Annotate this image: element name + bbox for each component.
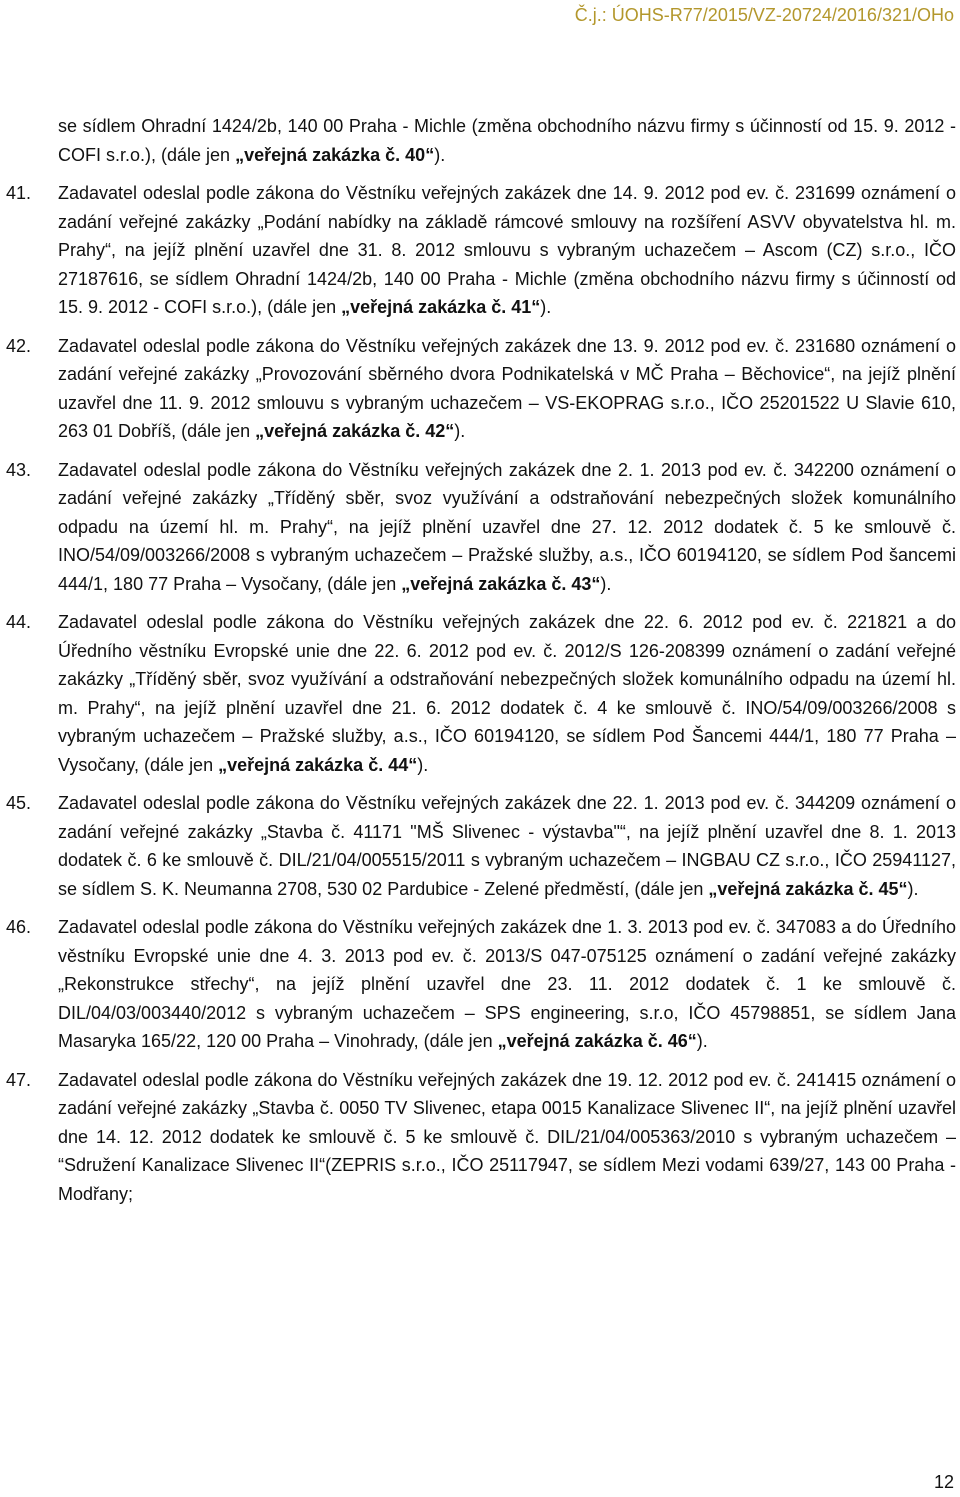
paragraph-bold-reference: „veřejná zakázka č. 46“ [497,1031,697,1051]
paragraph-number: 41. [6,183,32,203]
paragraph-text: Zadavatel odeslal podle zákona do Věstníku veřejných zakázek dne 1. 3. 2013 pod ev. č. 347083 a do Úředního věstníku Evropské unie dne 4. 3. 2013 pod ev. č. 2013/S 047-075125 oznámení o zadání veřejné zakázky „Rekonstrukce střechy“, na jejíž plnění uzavřel dne 23. 11. 2012 dodatek č. 1 ke smlouvě č. DIL/04/03/003440/2012 s vybraným uchazečem – SPS engineering, s.r.o, IČO 45798851, se sídlem Jana Masaryka 165/22, 120 00 Praha – Vinohrady, (dále jen [58,917,956,1051]
paragraph-bold-reference: „veřejná zakázka č. 40“ [235,144,435,165]
numbered-paragraph-45 [6,789,956,903]
paragraph-bold-reference: „veřejná zakázka č. 45“ [708,878,908,899]
paragraph-tail: ). [417,754,429,775]
paragraph-bold-reference: „veřejná zakázka č. 42“ [255,421,455,441]
document-body [6,112,956,1218]
numbered-paragraph-44 [6,608,956,779]
numbered-paragraph-41 [6,179,956,322]
paragraph-tail: ). [600,573,612,594]
numbered-paragraph-43 [6,456,956,599]
paragraph-text: Zadavatel odeslal podle zákona do Věstníku veřejných zakázek dne 19. 12. 2012 pod ev. č. 241415 oznámení o zadání veřejné zakázky „Stavba č. 0050 TV Slivenec, etapa 0015 Kanalizace Slivenec II“, na jejíž plnění uzavřel dne 14. 12. 2012 dodatek ke smlouvě č. 5 ke smlouvě č. DIL/21/04/005363/2010 s vybraným uchazečem – “Sdružení Kanalizace Slivenec II“(ZEPRIS s.r.o., IČO 25117947, se sídlem Mezi vodami 639/27, 143 00 Praha - Modřany; [58,1069,956,1204]
paragraph-body [58,332,956,446]
paragraph-body [58,1066,956,1209]
paragraph-body [58,456,956,599]
paragraph-tail: ). [540,297,552,317]
paragraph-tail: ). [907,878,919,899]
page-number: 12 [933,1472,954,1492]
paragraph-body [58,608,956,779]
paragraph-number: 42. [6,335,32,356]
paragraph-number: 45. [6,793,32,813]
paragraph-text: Zadavatel odeslal podle zákona do Věstníku veřejných zakázek dne 22. 1. 2013 pod ev. č. 344209 oznámení o zadání veřejné zakázky „Stavba č. 41171 "MŠ Slivenec - výstavba"“, na jejíž plnění uzavřel dne 8. 1. 2013 dodatek č. 6 ke smlouvě č. DIL/21/04/005515/2011 s vybraným uchazečem – INGBAU CZ s.r.o., IČO 25941127, se sídlem S. K. Neumanna 2708, 530 02 Pardubice - Zelené předměstí, (dále jen [58,793,956,899]
numbered-paragraph-47 [6,1066,956,1209]
numbered-paragraph-42 [6,332,956,446]
paragraph-number: 46. [6,917,32,937]
paragraph-tail: ). [434,144,446,165]
paragraph-bold-reference: „veřejná zakázka č. 41“ [341,297,541,317]
paragraph-bold-reference: „veřejná zakázka č. 44“ [218,754,418,775]
paragraph-body [58,913,956,1056]
paragraph-body [58,179,956,322]
paragraph-number: 47. [6,1069,32,1090]
document-reference-header: Č.j.: ÚOHS-R77/2015/VZ-20724/2016/321/OHo [574,5,954,25]
paragraph-number: 43. [6,459,32,480]
paragraph-number: 44. [6,612,32,632]
paragraph-text: Zadavatel odeslal podle zákona do Věstníku veřejných zakázek dne 13. 9. 2012 pod ev. č. 231680 oznámení o zadání veřejné zakázky „Provozování sběrného dvora Podnikatelská v MČ Praha – Běchovice“, na jejíž plnění uzavřel dne 11. 9. 2012 smlouvu s vybraným uchazečem – VS-EKOPRAG s.r.o., IČO 25201522 U Slavie 610, 263 01 Dobříš, (dále jen [58,335,956,441]
paragraph-text: Zadavatel odeslal podle zákona do Věstníku veřejných zakázek dne 22. 6. 2012 pod ev. č. 221821 a do Úředního věstníku Evropské unie dne 22. 6. 2012 pod ev. č. 2012/S 126-208399 oznámení o zadání veřejné zakázky „Tříděný sběr, svoz využívání a odstraňování nebezpečných složek komunálního odpadu na území hl. m. Prahy“, na jejíž plnění uzavřel dne 21. 6. 2012 dodatek č. 4 ke smlouvě č. INO/54/09/003266/2008 s vybraným uchazečem – Pražské služby, a.s., IČO 60194120, se sídlem Pod Šancemi 444/1, 180 77 Praha – Vysočany, (dále jen [58,612,956,775]
paragraph-tail: ). [454,421,466,441]
paragraph-text: Zadavatel odeslal podle zákona do Věstníku veřejných zakázek dne 14. 9. 2012 pod ev. č. 231699 oznámení o zadání veřejné zakázky „Podání nabídky na základě rámcové smlouvy na rozšíření ASVV obyvatelstva hl. m. Prahy“, na jejíž plnění uzavřel dne 31. 8. 2012 smlouvu s vybraným uchazečem – Ascom (CZ) s.r.o., IČO 27187616, se sídlem Ohradní 1424/2b, 140 00 Praha - Michle (změna obchodního názvu firmy s účinností od 15. 9. 2012 - COFI s.r.o.), (dále jen [58,183,956,317]
paragraph-bold-reference: „veřejná zakázka č. 43“ [401,573,601,594]
paragraph-tail: ). [696,1031,708,1051]
paragraph-text: Zadavatel odeslal podle zákona do Věstníku veřejných zakázek dne 2. 1. 2013 pod ev. č. 342200 oznámení o zadání veřejné zakázky „Tříděný sběr, svoz využívání a odstraňování nebezpečných složek komunálního odpadu na území hl. m. Prahy“, na jejíž plnění uzavřel dne 27. 12. 2012 dodatek č. 5 ke smlouvě č. INO/54/09/003266/2008 s vybraným uchazečem – Pražské služby, a.s., IČO 60194120, se sídlem Pod šancemi 444/1, 180 77 Praha – Vysočany, (dále jen [58,459,956,594]
paragraph-text: se sídlem Ohradní 1424/2b, 140 00 Praha - Michle (změna obchodního názvu firmy s účinností od 15. 9. 2012 - COFI s.r.o.), (dále jen [58,116,956,165]
continued-paragraph [58,112,956,169]
paragraph-body [58,789,956,903]
numbered-paragraph-46 [6,913,956,1056]
